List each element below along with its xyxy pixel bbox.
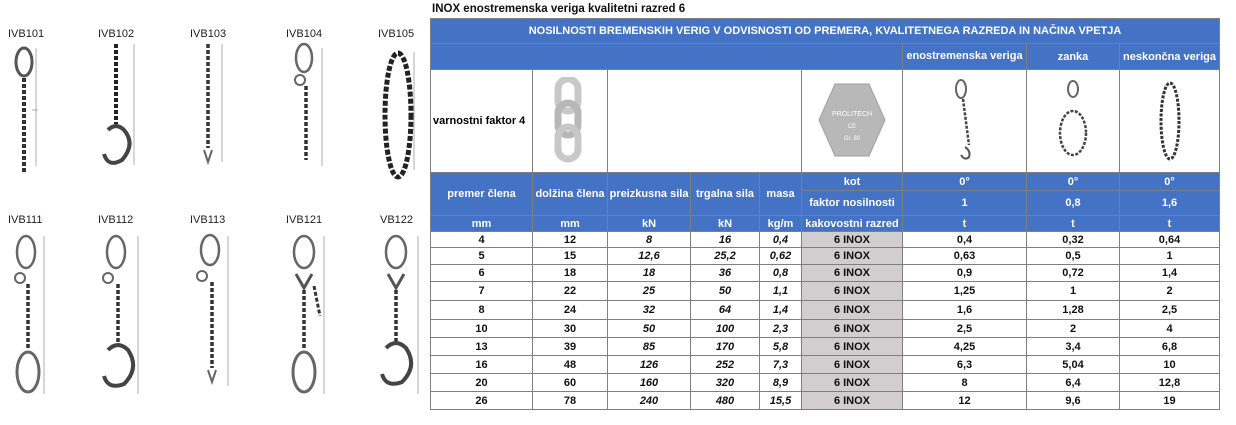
- cell-member-diameter: 4: [431, 232, 533, 248]
- header-angle: kot: [802, 173, 903, 191]
- cell-capacity-single: 0,4: [903, 232, 1027, 248]
- cell-breaking-force: 100: [691, 320, 760, 338]
- cell-proof-force: 8: [608, 232, 691, 248]
- load-capacity-table: [430, 18, 1220, 410]
- cell-mass: 7,3: [760, 356, 802, 374]
- cell-capacity-single: 1,6: [903, 301, 1027, 320]
- table-banner: NOSILNOSTI BREMENSKIH VERIG V ODVISNOSTI OD PREMERA, KVALITETNEGA RAZREDA IN NAČINA VPETJA: [431, 19, 1220, 44]
- cell-quality-grade: 6 INOX: [802, 232, 903, 248]
- header-loop: zanka: [1027, 44, 1120, 70]
- endless-chain-icon: [1150, 77, 1190, 163]
- unit-capacity: t: [1120, 216, 1220, 232]
- header-endless-chain: neskončna veriga: [1120, 44, 1220, 70]
- cell-capacity-single: 8: [903, 374, 1027, 392]
- single-leg-chain-icon: [945, 77, 985, 163]
- angle-value: 0°: [1027, 173, 1120, 191]
- cell-quality-grade: 6 INOX: [802, 356, 903, 374]
- product-code: IVB104: [286, 28, 323, 40]
- cell-mass: 15,5: [760, 392, 802, 410]
- cell-capacity-loop: 1,28: [1027, 301, 1120, 320]
- product-code: VB122: [380, 214, 414, 226]
- cell-quality-grade: 6 INOX: [802, 392, 903, 410]
- tag-grade: Gr. 80: [843, 135, 861, 142]
- cell-breaking-force: 16: [691, 232, 760, 248]
- cell-mass: 0,4: [760, 232, 802, 248]
- table-row: [431, 356, 1220, 374]
- cell-capacity-single: 12: [903, 392, 1027, 410]
- cell-capacity-endless: 2: [1120, 282, 1220, 301]
- cell-member-length: 30: [533, 320, 608, 338]
- gallery-item-ivb113: [190, 186, 274, 386]
- cell-breaking-force: 170: [691, 338, 760, 356]
- loop-image-cell: [1027, 70, 1120, 173]
- header-proof-force: preizkusna sila: [608, 173, 691, 216]
- cell-member-diameter: 20: [431, 374, 533, 392]
- chain-links-image-cell: [533, 70, 608, 173]
- chain-two-master-links-illustration: [8, 186, 92, 416]
- header-quality-grade: kakovostni razred: [802, 216, 903, 232]
- chain-with-hook-illustration: [98, 0, 182, 200]
- header-member-length: dolžina člena: [533, 173, 608, 216]
- cell-proof-force: 18: [608, 265, 691, 282]
- chain-master-link-clevis-illustration: [190, 186, 274, 416]
- table-row: [431, 392, 1220, 410]
- cell-proof-force: 50: [608, 320, 691, 338]
- cell-member-diameter: 7: [431, 282, 533, 301]
- cell-member-diameter: 6: [431, 265, 533, 282]
- cell-member-length: 22: [533, 282, 608, 301]
- cell-proof-force: 240: [608, 392, 691, 410]
- cell-capacity-loop: 0,32: [1027, 232, 1120, 248]
- grade-tag-image-cell: [802, 70, 903, 173]
- cell-quality-grade: 6 INOX: [802, 248, 903, 265]
- cell-member-length: 39: [533, 338, 608, 356]
- load-factor-value: 1: [903, 191, 1027, 216]
- cell-capacity-single: 0,9: [903, 265, 1027, 282]
- cell-member-diameter: 8: [431, 301, 533, 320]
- cell-breaking-force: 36: [691, 265, 760, 282]
- cell-capacity-loop: 5,04: [1027, 356, 1120, 374]
- cell-capacity-loop: 1: [1027, 282, 1120, 301]
- cell-quality-grade: 6 INOX: [802, 320, 903, 338]
- load-factor-value: 0,8: [1027, 191, 1120, 216]
- cell-capacity-single: 1,25: [903, 282, 1027, 301]
- gallery-item-ivb101: [8, 0, 92, 200]
- table-row: [431, 374, 1220, 392]
- table-row: [431, 320, 1220, 338]
- table-row: [431, 301, 1220, 320]
- tag-mark: CE: [847, 123, 857, 130]
- cell-member-length: 12: [533, 232, 608, 248]
- cell-member-diameter: 5: [431, 248, 533, 265]
- cell-capacity-loop: 0,72: [1027, 265, 1120, 282]
- table-row: [431, 282, 1220, 301]
- gallery-item-ivb102: [98, 0, 182, 200]
- cell-proof-force: 126: [608, 356, 691, 374]
- table-row: [431, 232, 1220, 248]
- cell-capacity-endless: 4: [1120, 320, 1220, 338]
- cell-breaking-force: 25,2: [691, 248, 760, 265]
- blank-image-cell: [608, 70, 802, 173]
- unit-capacity: t: [1027, 216, 1120, 232]
- header-member-diameter: premer člena: [431, 173, 533, 216]
- cell-member-length: 24: [533, 301, 608, 320]
- cell-capacity-loop: 9,6: [1027, 392, 1120, 410]
- cell-mass: 1,4: [760, 301, 802, 320]
- safety-factor-label: varnostni faktor 4: [431, 70, 533, 173]
- cell-member-length: 60: [533, 374, 608, 392]
- cell-capacity-single: 6,3: [903, 356, 1027, 374]
- product-code: IVB111: [8, 214, 43, 226]
- loop-chain-icon: [1053, 77, 1093, 163]
- gallery-item-ivb103: [190, 0, 274, 200]
- header-spacer: [431, 44, 903, 70]
- cell-capacity-endless: 6,8: [1120, 338, 1220, 356]
- cell-capacity-endless: 1: [1120, 248, 1220, 265]
- cell-capacity-loop: 2: [1027, 320, 1120, 338]
- table-row: [431, 248, 1220, 265]
- cell-mass: 8,9: [760, 374, 802, 392]
- cell-member-length: 18: [533, 265, 608, 282]
- cell-mass: 5,8: [760, 338, 802, 356]
- unit-member-diameter: mm: [431, 216, 533, 232]
- chain-with-clevis-illustration: [190, 0, 274, 200]
- cell-member-diameter: 16: [431, 356, 533, 374]
- cell-capacity-loop: 6,4: [1027, 374, 1120, 392]
- cell-mass: 1,1: [760, 282, 802, 301]
- header-mass: masa: [760, 173, 802, 216]
- cell-capacity-endless: 2,5: [1120, 301, 1220, 320]
- cell-quality-grade: 6 INOX: [802, 301, 903, 320]
- chain-master-link-hook-illustration: [98, 186, 182, 416]
- unit-mass: kg/m: [760, 216, 802, 232]
- cell-quality-grade: 6 INOX: [802, 374, 903, 392]
- gallery-item-ivb121: [286, 186, 370, 386]
- load-factor-value: 1,6: [1120, 191, 1220, 216]
- unit-capacity: t: [903, 216, 1027, 232]
- cell-member-length: 78: [533, 392, 608, 410]
- cell-capacity-endless: 0,64: [1120, 232, 1220, 248]
- tag-brand: PROLITECH: [831, 110, 873, 118]
- cell-quality-grade: 6 INOX: [802, 338, 903, 356]
- unit-member-length: mm: [533, 216, 608, 232]
- header-breaking-force: trgalna sila: [691, 173, 760, 216]
- cell-mass: 0,62: [760, 248, 802, 265]
- cell-proof-force: 85: [608, 338, 691, 356]
- cell-quality-grade: 6 INOX: [802, 282, 903, 301]
- cell-capacity-endless: 1,4: [1120, 265, 1220, 282]
- page-title: INOX enostremenska veriga kvalitetni razred 6: [432, 3, 686, 15]
- header-load-factor: faktor nosilnosti: [802, 191, 903, 216]
- table-row: [431, 265, 1220, 282]
- cell-member-diameter: 26: [431, 392, 533, 410]
- chain-shortener-illustration: [286, 186, 370, 416]
- grade-tag-icon: [817, 80, 887, 160]
- angle-value: 0°: [903, 173, 1027, 191]
- cell-member-length: 48: [533, 356, 608, 374]
- single-leg-image-cell: [903, 70, 1027, 173]
- cell-mass: 2,3: [760, 320, 802, 338]
- cell-quality-grade: 6 INOX: [802, 265, 903, 282]
- cell-member-diameter: 13: [431, 338, 533, 356]
- gallery-item-ivb111: [8, 186, 92, 386]
- cell-capacity-endless: 19: [1120, 392, 1220, 410]
- chain-links-icon: [550, 77, 590, 163]
- cell-mass: 0,8: [760, 265, 802, 282]
- cell-capacity-single: 2,5: [903, 320, 1027, 338]
- cell-capacity-endless: 12,8: [1120, 374, 1220, 392]
- cell-breaking-force: 252: [691, 356, 760, 374]
- cell-capacity-loop: 3,4: [1027, 338, 1120, 356]
- chain-with-master-link-illustration: [286, 0, 370, 200]
- cell-capacity-single: 0,63: [903, 248, 1027, 265]
- cell-proof-force: 25: [608, 282, 691, 301]
- cell-capacity-endless: 10: [1120, 356, 1220, 374]
- product-code: IVB112: [98, 214, 134, 226]
- product-code: IVB113: [190, 214, 226, 226]
- unit-breaking-force: kN: [691, 216, 760, 232]
- product-code: IVB103: [190, 28, 227, 40]
- chain-shortener-hook-illustration: [380, 186, 426, 416]
- product-gallery: [0, 0, 426, 425]
- cell-capacity-single: 4,25: [903, 338, 1027, 356]
- cell-proof-force: 160: [608, 374, 691, 392]
- cell-breaking-force: 50: [691, 282, 760, 301]
- gallery-item-ivb112: [98, 186, 182, 386]
- product-code: IVB102: [98, 28, 135, 40]
- cell-capacity-loop: 0,5: [1027, 248, 1120, 265]
- cell-breaking-force: 64: [691, 301, 760, 320]
- header-single-leg-chain: enostremenska veriga: [903, 44, 1027, 70]
- product-code: IVB101: [8, 28, 45, 40]
- cell-proof-force: 32: [608, 301, 691, 320]
- unit-proof-force: kN: [608, 216, 691, 232]
- endless-image-cell: [1120, 70, 1220, 173]
- product-code: IVB105: [378, 28, 415, 40]
- cell-breaking-force: 480: [691, 392, 760, 410]
- product-code: IVB121: [286, 214, 323, 226]
- single-leg-chain-illustration: [8, 0, 92, 200]
- cell-member-length: 15: [533, 248, 608, 265]
- cell-proof-force: 12,6: [608, 248, 691, 265]
- table-row: [431, 338, 1220, 356]
- cell-member-diameter: 10: [431, 320, 533, 338]
- angle-value: 0°: [1120, 173, 1220, 191]
- cell-breaking-force: 320: [691, 374, 760, 392]
- table-body: [431, 232, 1220, 410]
- gallery-item-ivb104: [286, 0, 370, 200]
- endless-chain-illustration: [378, 0, 426, 200]
